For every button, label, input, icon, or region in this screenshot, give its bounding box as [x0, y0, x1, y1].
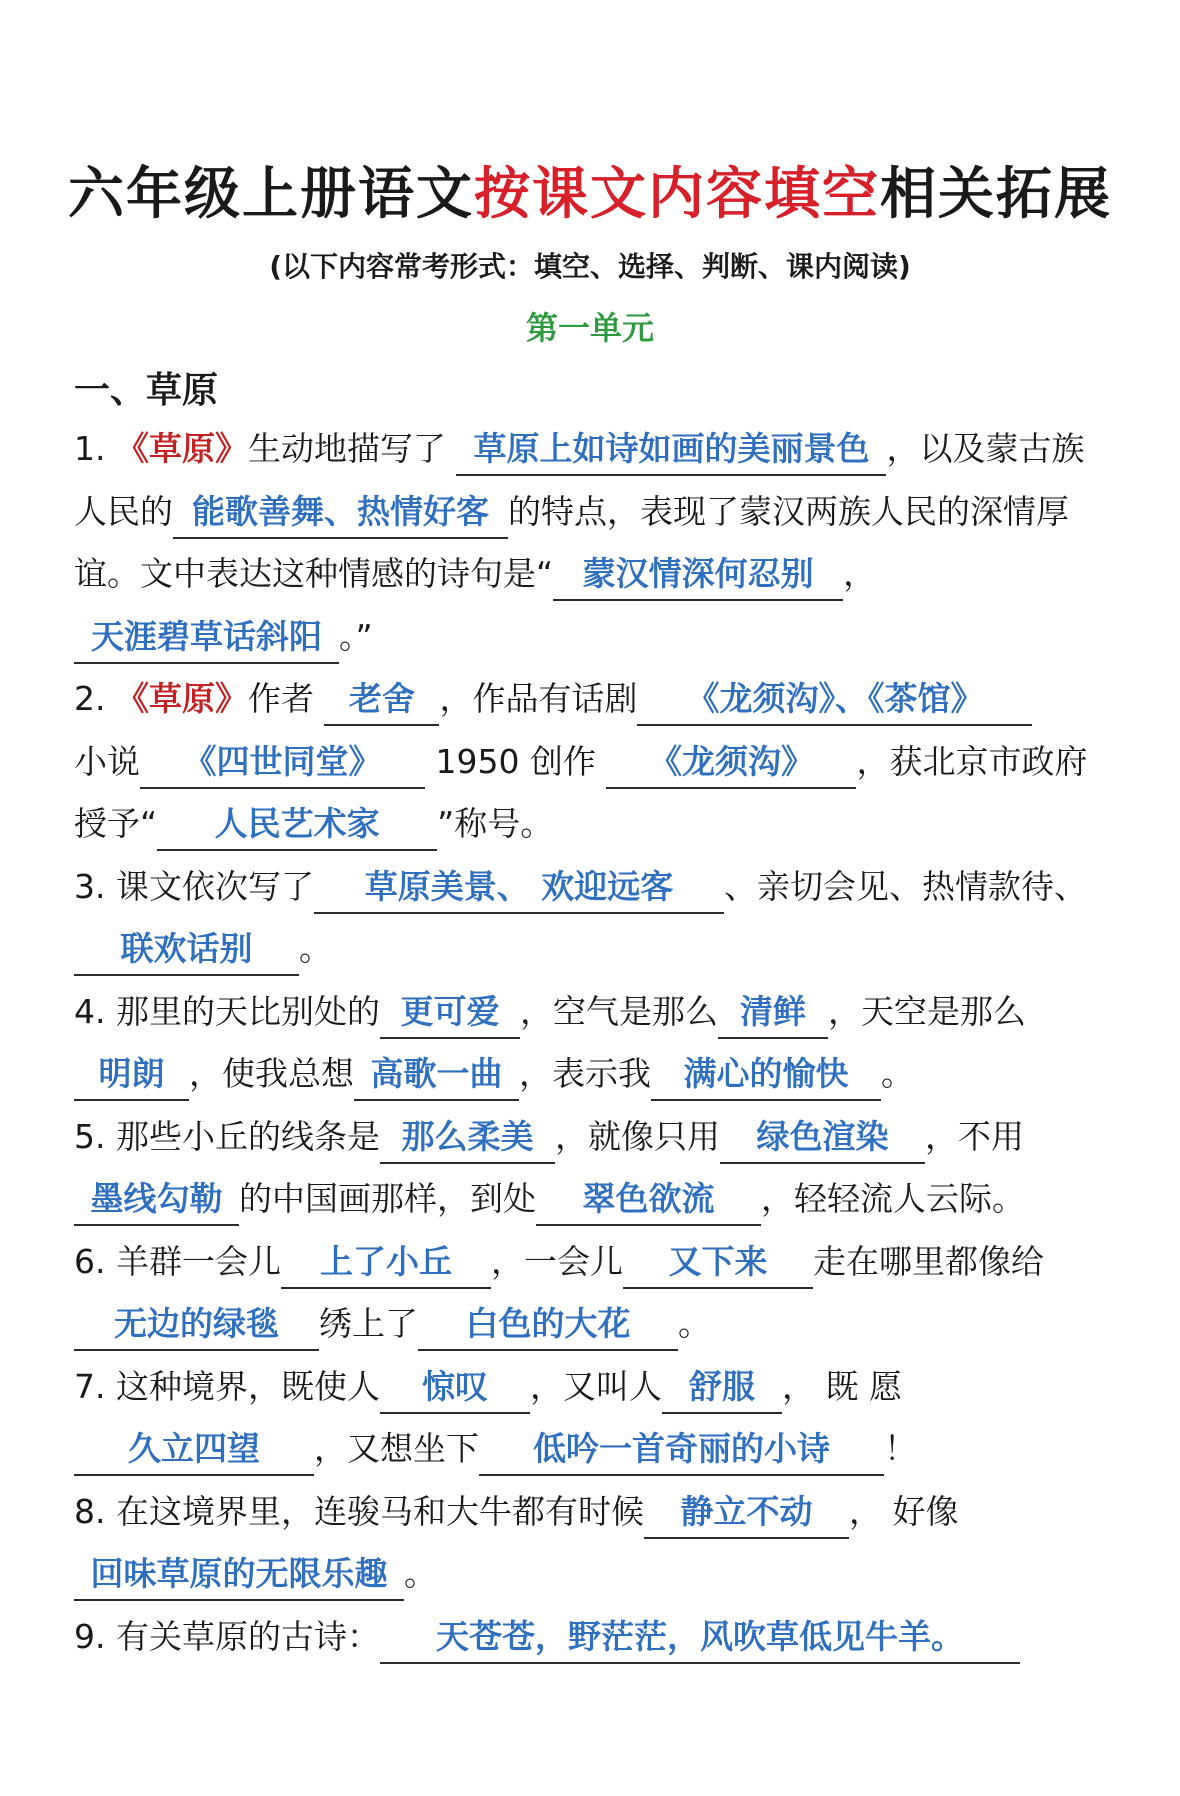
- answer-text: 舒服: [688, 1366, 755, 1406]
- item-text: ”称号。: [437, 804, 554, 843]
- answer-text: 回味草原的无限乐趣: [90, 1554, 388, 1593]
- exercise-item-9: [74, 1606, 1114, 1669]
- answer-text: 草原美景、 欢迎远客: [364, 866, 674, 906]
- page-title: [0, 150, 1180, 230]
- item-text: 作者: [247, 679, 314, 718]
- answer-text: 那么柔美: [401, 1116, 534, 1156]
- answer-blank: [456, 424, 886, 476]
- exercise-item-1: [74, 418, 1114, 668]
- item-text: ，作品有话剧: [439, 679, 638, 718]
- answer-blank: [74, 924, 299, 976]
- answer-text: 无边的绿毯: [114, 1304, 279, 1343]
- answer-blank: [606, 737, 856, 789]
- item-text: ，空气是那么: [519, 991, 718, 1031]
- answer-blank: [644, 1487, 849, 1539]
- answer-text: 又下来: [668, 1241, 768, 1281]
- book-title: 《草原》: [115, 679, 248, 718]
- title-highlight: 按课文内容填空: [474, 162, 880, 227]
- answer-blank: [479, 1424, 884, 1476]
- answer-blank: [74, 1549, 404, 1601]
- item-text: ！: [884, 1429, 917, 1468]
- answer-blank: [718, 987, 828, 1039]
- item-text: 的中国画那样，到处: [239, 1179, 536, 1218]
- answer-blank: [536, 1174, 761, 1226]
- item-number: 1.: [74, 429, 116, 468]
- item-number: 2.: [74, 679, 116, 718]
- item-text: ，天空是那么: [827, 991, 1026, 1031]
- item-text: ，: [843, 554, 877, 593]
- answer-blank: [637, 674, 1032, 726]
- answer-blank: [314, 862, 724, 914]
- item-text: 1950 创作: [435, 741, 596, 781]
- answer-blank: [74, 1299, 319, 1351]
- item-text: ，获北京市政府授予“: [74, 741, 1088, 843]
- answer-text: 《四世同堂》: [183, 741, 382, 781]
- item-text: ，轻轻流人云际。: [761, 1179, 1025, 1218]
- item-text: 7. 这种境界，既使人: [74, 1366, 380, 1406]
- answer-text: 天涯碧草话斜阳: [91, 616, 322, 656]
- answer-text: 《龙须沟》、《茶馆》: [686, 679, 984, 718]
- answer-text: 能歌善舞、热情好客: [192, 491, 489, 531]
- item-text: ， 既 愿: [781, 1366, 902, 1406]
- answer-blank: [720, 1112, 925, 1164]
- exercise-item-2: [74, 668, 1114, 856]
- answer-blank: [281, 1237, 491, 1289]
- item-text: 4. 那里的天比别处的: [74, 991, 380, 1031]
- item-text: 3. 课文依次写了: [74, 866, 314, 906]
- answer-blank: [157, 799, 437, 851]
- item-text: 。: [404, 1554, 437, 1593]
- item-text: 5. 那些小丘的线条是: [74, 1116, 380, 1156]
- answer-text: 上了小丘: [319, 1241, 452, 1281]
- item-text: 小说: [74, 741, 140, 781]
- answer-text: 人民艺术家: [214, 804, 380, 843]
- answer-blank: [623, 1237, 813, 1289]
- item-text: ，又叫人: [529, 1366, 662, 1406]
- answer-text: 绿色渲染: [756, 1116, 889, 1156]
- item-text: 。: [678, 1304, 711, 1343]
- item-text: 。: [881, 1054, 914, 1093]
- title-part1: 六年级上册语文: [68, 162, 474, 227]
- item-text: ，不用: [924, 1116, 1024, 1156]
- exercise-list: [74, 418, 1114, 1668]
- item-text: 8. 在这境界里，连骏马和大牛都有时候: [74, 1491, 644, 1531]
- answer-text: 翠色欲流: [582, 1179, 715, 1218]
- answer-text: 惊叹: [421, 1366, 488, 1406]
- answer-text: 更可爱: [400, 991, 500, 1031]
- section-heading: 一、草原: [74, 370, 219, 411]
- item-text: 的特点，表现了蒙汉两族人民的深情厚谊。文中表达这种情感的诗句是“: [74, 491, 1069, 593]
- page-subtitle: (以下内容常考形式：填空、选择、判断、课内阅读): [269, 250, 911, 283]
- item-text: ，一会儿: [490, 1241, 623, 1281]
- answer-blank: [324, 674, 439, 726]
- answer-text: 天苍苍，野茫茫，风吹草低见牛羊。: [435, 1616, 964, 1656]
- answer-blank: [418, 1299, 678, 1351]
- answer-text: 老舍: [348, 679, 415, 718]
- item-text: 生动地描写了: [247, 429, 446, 468]
- answer-text: 联欢话别: [120, 929, 253, 968]
- title-part2: 相关拓展: [880, 162, 1112, 227]
- item-text: 9. 有关草原的古诗：: [74, 1616, 380, 1656]
- answer-text: 低吟一首奇丽的小诗: [533, 1429, 830, 1468]
- item-text: ，以及蒙古族人民的: [74, 429, 1085, 531]
- item-text: ，就像只用: [554, 1116, 720, 1156]
- answer-blank: [173, 487, 508, 539]
- answer-text: 静立不动: [680, 1491, 813, 1531]
- item-text: ，表示我: [519, 1054, 651, 1093]
- answer-text: 草原上如诗如画的美丽景色: [473, 429, 870, 468]
- item-text: 绣上了: [319, 1304, 418, 1343]
- item-text: 、亲切会见、热情款待、: [723, 866, 1087, 906]
- item-text: ， 好像: [848, 1491, 959, 1531]
- exercise-item-6: [74, 1231, 1114, 1356]
- item-text: 。”: [339, 616, 373, 656]
- answer-blank: [380, 1112, 555, 1164]
- answer-blank: [354, 1049, 519, 1101]
- item-text: ，又想坐下: [314, 1429, 479, 1468]
- answer-text: 久立四望: [128, 1429, 260, 1468]
- answer-blank: [553, 549, 843, 601]
- answer-blank: [380, 1612, 1020, 1664]
- item-text: ，使我总想: [189, 1054, 354, 1093]
- answer-text: 蒙汉情深何忍别: [582, 554, 814, 593]
- exercise-item-4: [74, 981, 1114, 1106]
- answer-blank: [74, 612, 339, 664]
- answer-blank: [74, 1174, 239, 1226]
- answer-blank: [380, 987, 520, 1039]
- answer-text: 高歌一曲: [370, 1054, 503, 1093]
- exercise-item-8: [74, 1481, 1114, 1606]
- answer-blank: [74, 1424, 314, 1476]
- answer-text: 《龙须沟》: [648, 741, 814, 781]
- exercise-item-5: [74, 1106, 1114, 1231]
- book-title: 《草原》: [115, 429, 248, 468]
- answer-text: 白色的大花: [465, 1304, 631, 1343]
- answer-blank: [74, 1049, 189, 1101]
- item-text: 走在哪里都像给: [812, 1241, 1044, 1281]
- answer-text: 清鲜: [739, 991, 806, 1031]
- unit-heading: 第一单元: [525, 309, 654, 347]
- exercise-item-3: [74, 856, 1114, 981]
- item-text: 6. 羊群一会儿: [74, 1241, 281, 1281]
- answer-text: 明朗: [98, 1054, 165, 1093]
- answer-text: 满心的愉快: [683, 1054, 849, 1093]
- answer-text: 墨线勾勒: [90, 1179, 223, 1218]
- answer-blank: [380, 1362, 530, 1414]
- answer-blank: [140, 737, 425, 789]
- answer-blank: [651, 1049, 881, 1101]
- exercise-item-7: [74, 1356, 1114, 1481]
- item-text: 。: [299, 929, 332, 968]
- answer-blank: [662, 1362, 782, 1414]
